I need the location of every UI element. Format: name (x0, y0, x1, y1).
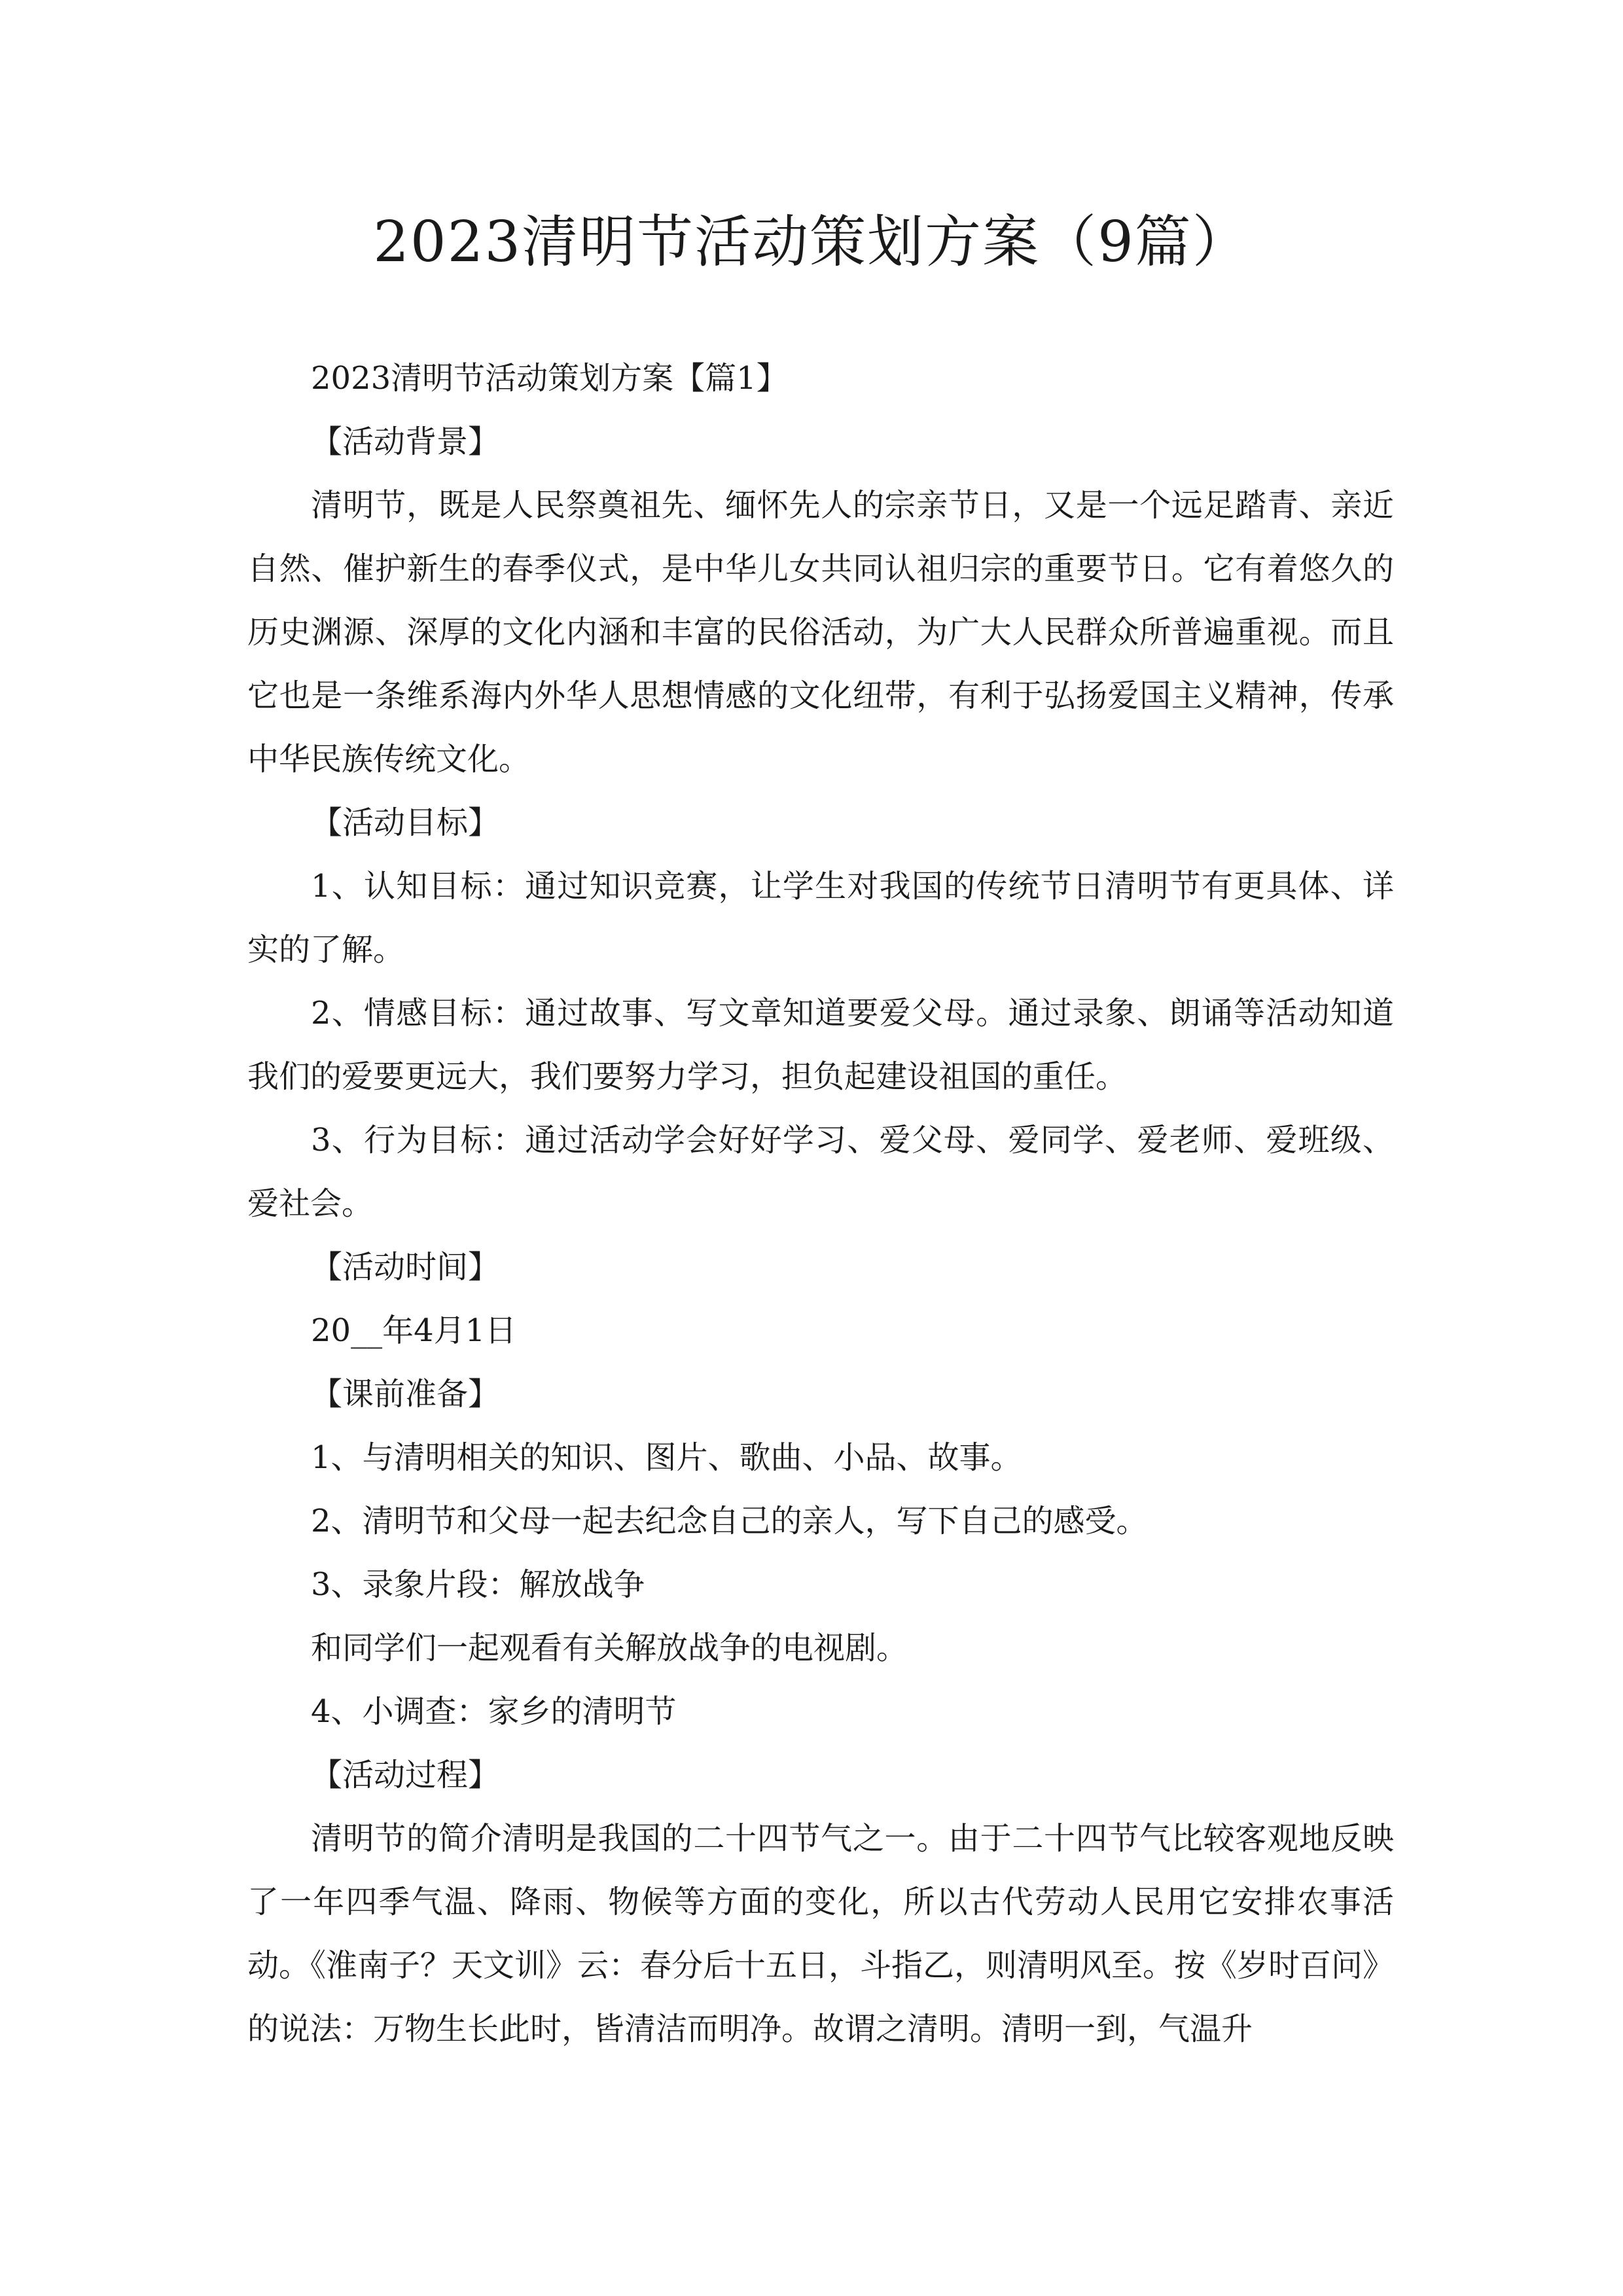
body-paragraph: 1、认知目标：通过知识竞赛，让学生对我国的传统节日清明节有更具体、详实的了解。 (247, 868, 1394, 968)
body-paragraph: 清明节，既是人民祭奠祖先、缅怀先人的宗亲节日，又是一个远足踏青、亲近自然、催护新生的春季仪式，是中华儿女共同认祖归宗的重要节日。它有着悠久的历史渊源、深厚的文化内涵和丰富的民俗活动，为广大人民群众所普遍重视。而且它也是一条维系海内外华人思想情感的文化纽带，有利于弘扬爱国主义精神，传承中华民族传统文化。 (247, 487, 1394, 778)
body-paragraph: 3、行为目标：通过活动学会好好学习、爱父母、爱同学、爱老师、爱班级、爱社会。 (247, 1122, 1394, 1222)
section-heading: 【活动时间】 (311, 1249, 500, 1285)
section-heading: 【活动目标】 (311, 804, 500, 841)
section-heading: 【活动背景】 (311, 423, 500, 460)
body-paragraph: 和同学们一起观看有关解放战争的电视剧。 (311, 1630, 908, 1666)
document-body (247, 347, 1394, 2061)
document-title: 2023清明节活动策划方案（9篇） (373, 209, 1250, 275)
section-heading: 【课前准备】 (311, 1376, 500, 1412)
section-heading: 2023清明节活动策划方案【篇1】 (311, 360, 788, 397)
body-paragraph: 4、小调查：家乡的清明节 (311, 1693, 677, 1730)
body-paragraph: 20__年4月1日 (311, 1312, 517, 1349)
body-paragraph: 3、录象片段：解放战争 (311, 1566, 645, 1603)
body-paragraph: 2、情感目标：通过故事、写文章知道要爱父母。通过录象、朗诵等活动知道我们的爱要更远大，我们要努力学习，担负起建设祖国的重任。 (247, 995, 1394, 1095)
section-heading: 【活动过程】 (311, 1757, 500, 1793)
body-paragraph: 清明节的简介清明是我国的二十四节气之一。由于二十四节气比较客观地反映了一年四季气温、降雨、物候等方面的变化，所以古代劳动人民用它安排农事活动。《淮南子？天文训》云：春分后十五日，斗指乙，则清明风至。按《岁时百问》的说法：万物生长此时，皆清洁而明净。故谓之清明。清明一到，气温升 (247, 1820, 1395, 2047)
body-paragraph: 2、清明节和父母一起去纪念自己的亲人，写下自己的感受。 (311, 1503, 1148, 1539)
body-paragraph: 1、与清明相关的知识、图片、歌曲、小品、故事。 (311, 1439, 1022, 1476)
